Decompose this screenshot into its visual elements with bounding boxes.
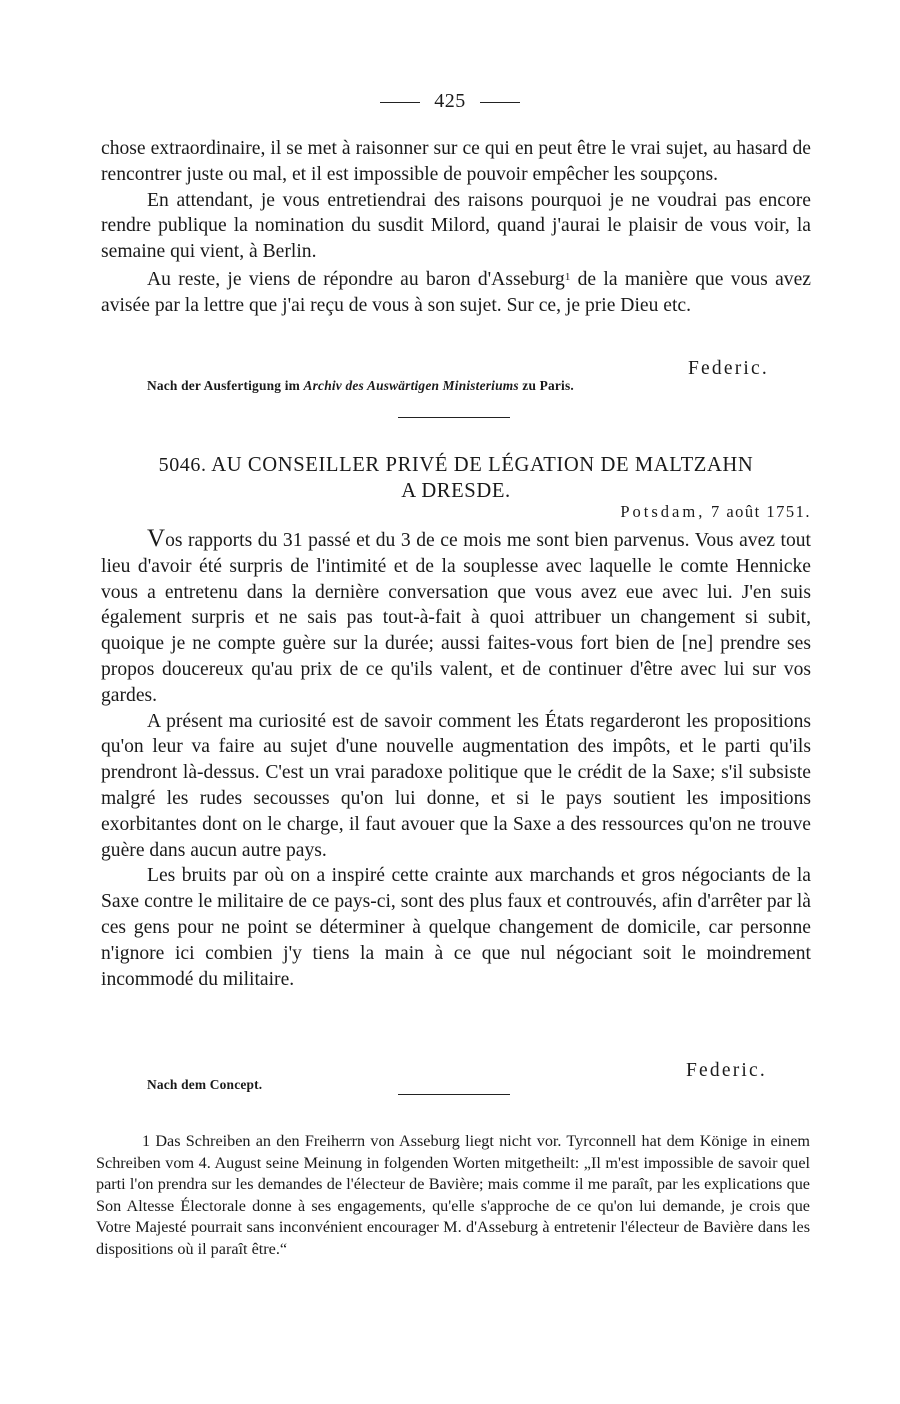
source-note: Nach dem Concept. — [147, 1077, 263, 1092]
paragraph: Au reste, je viens de répondre au baron d'Asseburg$^1$ de la manière que vous avez avisée par la lettre que j'ai reçu de vous à son sujet. Sur ce, je prie Dieu etc. — [101, 268, 811, 316]
footnote: 1 Das Schreiben an den Freiherrn von Asseburg liegt nicht vor. Tyrconnell hat dem Könige in einem Schreiben vom 4. August seine Meinung in folgenden Worten mitgetheilt: „Il m'est impossible de savoir quel parti l'on prendra sur les demandes de l'électeur de Bavière; mais comme il me paraît, par les explications que Son Altesse Électorale donne à ses engagements, qu'elle s'approche de ce qu'on lui demande, je crois que Votre Majesté pourrait sans inconvénient encourager M. d'Asseburg à entretenir l'électeur de Bavière dans les dispositions où il paraît être.“ — [96, 1132, 810, 1258]
date: 7 août 1751. — [710, 502, 811, 521]
footnote-reference: 1 — [564, 270, 571, 283]
header-dash-left — [380, 102, 420, 103]
page-number: 425 — [434, 90, 466, 112]
letter-addressee: AU CONSEILLER PRIVÉ DE LÉGATION DE MALTZAHN — [211, 454, 754, 476]
paragraph: Vos rapports du 31 passé et du 3 de ce mois me sont bien parvenus. Vous avez tout lieu d'avoir été surpris de l'intimité et de la souplesse avec laquelle le comte Hennicke vous a entretenu dans la dernière conversation que vous avez eue avec lui. J'en suis également surpris et ne sais pas tout-à-fait à quoi attribuer un changement si subit, quoique je ne compte guère sur la durée; aussi faites-vous fort bien de [ne] prendre ses propos doucereux qu'au prix de ce qu'ils valent, et de continuer d'être avec lui sur vos gardes. — [101, 525, 811, 706]
letter-number: 5046. — [158, 454, 207, 476]
signature: Federic. — [688, 358, 769, 379]
initial-letter: V — [147, 525, 166, 552]
continued-paragraph: chose extraordinaire, il se met à raisonner sur ce qui en peut être le vrai sujet, au hasard de rencontrer juste ou mal, et il est impossible de pouvoir empêcher les soupçons. — [101, 138, 811, 185]
dateline — [101, 502, 837, 522]
footnotes — [96, 1131, 810, 1261]
date-place: Potsdam, — [620, 502, 706, 521]
footnote-marker: 1 — [142, 1132, 151, 1150]
header-dash-right — [480, 102, 520, 103]
letter-body — [101, 526, 811, 992]
signature: Federic. — [686, 1060, 767, 1081]
paragraph: Les bruits par où on a inspiré cette crainte aux marchands et gros négociants de la Saxe contre le militaire de ce pays-ci, sont des plus faux et controuvés, afin d'arrêter par là ces gens pour ne point se déterminer à quelque changement de domicile, car personne n'ignore ici combien j'y tiens la main à ce que nul négociant soit le moindrement incommodé du militaire. — [101, 865, 811, 990]
section-divider — [398, 1094, 510, 1095]
letter-heading — [101, 452, 811, 504]
paragraph: A présent ma curiosité est de savoir comment les États regarderont les propositions qu'on leur va faire au sujet d'une nouvelle augmentation des impôts, et le parti qu'ils prendront là-dessus. C'est un vrai paradoxe politique que le crédit de la Saxe; s'il subsiste malgré les rudes secousses qu'on lui donne, et si le pays soutient les impositions exorbitantes dont on le charge, il faut avouer que la Saxe a des ressources qu'on ne trouve guère dans aucun autre pays. — [101, 710, 811, 861]
page-header — [0, 90, 900, 113]
source-note: Nach der Ausfertigung im Archiv des Auswärtigen Ministeriums zu Paris. — [147, 378, 574, 393]
paragraph: En attendant, je vous entretiendrai des raisons pourquoi je ne voudrai pas encore rendre publique la nomination du susdit Milord, quand j'aurai le plaisir de vous voir, la semaine qui vient, à Berlin. — [101, 189, 811, 263]
section-divider — [398, 417, 510, 418]
letter-addressee-place: A DRESDE. — [401, 480, 511, 502]
previous-letter-continuation — [101, 136, 811, 319]
